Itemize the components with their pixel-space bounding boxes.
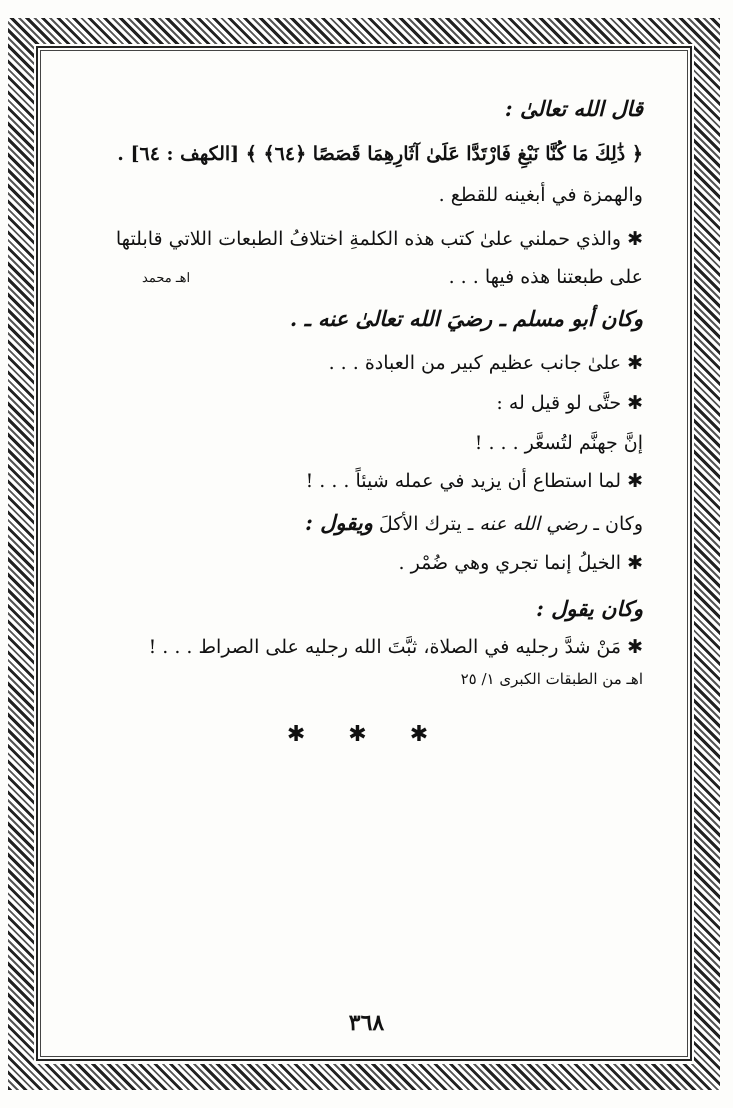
text-line-6 (399, 550, 644, 576)
text-line-2 (496, 390, 643, 416)
section-separator: ✱ ✱ ✱ (286, 722, 447, 747)
text-line-1-text: علىٰ جانب عظيم كبير من العبادة . . . (328, 352, 622, 374)
text-line-7-text: مَنْ شدَّ رجليه في الصلاة، ثبَّتَ الله رجليه على الصراط . . . ! (148, 636, 622, 658)
text-line-5-pre: وكان ـ (593, 513, 643, 535)
text-line-5-post: ـ يترك الأكلَ (378, 513, 474, 535)
text-line-2-text: حتَّى لو قيل له : (496, 392, 622, 414)
author-note: اهـ محمد (142, 271, 191, 286)
text-line-1 (329, 350, 643, 376)
text-line-4 (306, 468, 643, 494)
text-line-3: إنَّ جهنَّم لتُسعَّر . . . ! (474, 432, 643, 454)
text-line-4-text: لما استطاع أن يزيد في عمله شيئاً . . . ! (305, 470, 622, 492)
bullet-icon: ✱ (627, 470, 643, 492)
page-number: ٣٦٨ (348, 1010, 385, 1036)
text-line-5 (305, 510, 643, 537)
text-line-5-honorific: رضي الله عنه (479, 513, 588, 535)
text-line-6-text: الخيلُ إنما تجري وهي ضُمْر . (398, 552, 622, 574)
bullet-icon: ✱ (627, 392, 643, 414)
heading-allah-says: قال الله تعالىٰ : (504, 96, 643, 121)
text-line-7 (149, 634, 643, 660)
bullet-paragraph-text: والذي حملني علىٰ كتب هذه الكلمةِ اختلافُ الطبعات اللاتي قابلتها (115, 228, 622, 250)
bullet-icon: ✱ (627, 352, 643, 374)
bullet-icon: ✱ (627, 552, 643, 574)
bullet-icon: ✱ (627, 636, 643, 658)
hamza-note: والهمزة في أبغينه للقطع . (438, 184, 643, 206)
bullet-icon: ✱ (627, 228, 643, 250)
bullet-paragraph-line-1 (116, 226, 643, 252)
bullet-paragraph-line-2: على طبعتنا هذه فيها . . . (448, 266, 643, 288)
text-line-5-says: ويقول : (305, 510, 373, 535)
source-note: اهـ من الطبقات الكبرى ١/ ٢٥ (460, 670, 643, 688)
heading-abu-muslim: وكان أبو مسلم ـ رضيَ الله تعالىٰ عنه ـ . (289, 306, 643, 331)
quran-verse: ﴿ ذَٰلِكَ مَا كُنَّا نَبْغِ فَارْتَدَّا عَلَىٰ آثَارِهِمَا قَصَصًا ﴿٦٤﴾ ﴾ [الكهف : ٦٤] . (117, 143, 643, 165)
heading-he-used-to-say: وكان يقول : (536, 596, 643, 621)
